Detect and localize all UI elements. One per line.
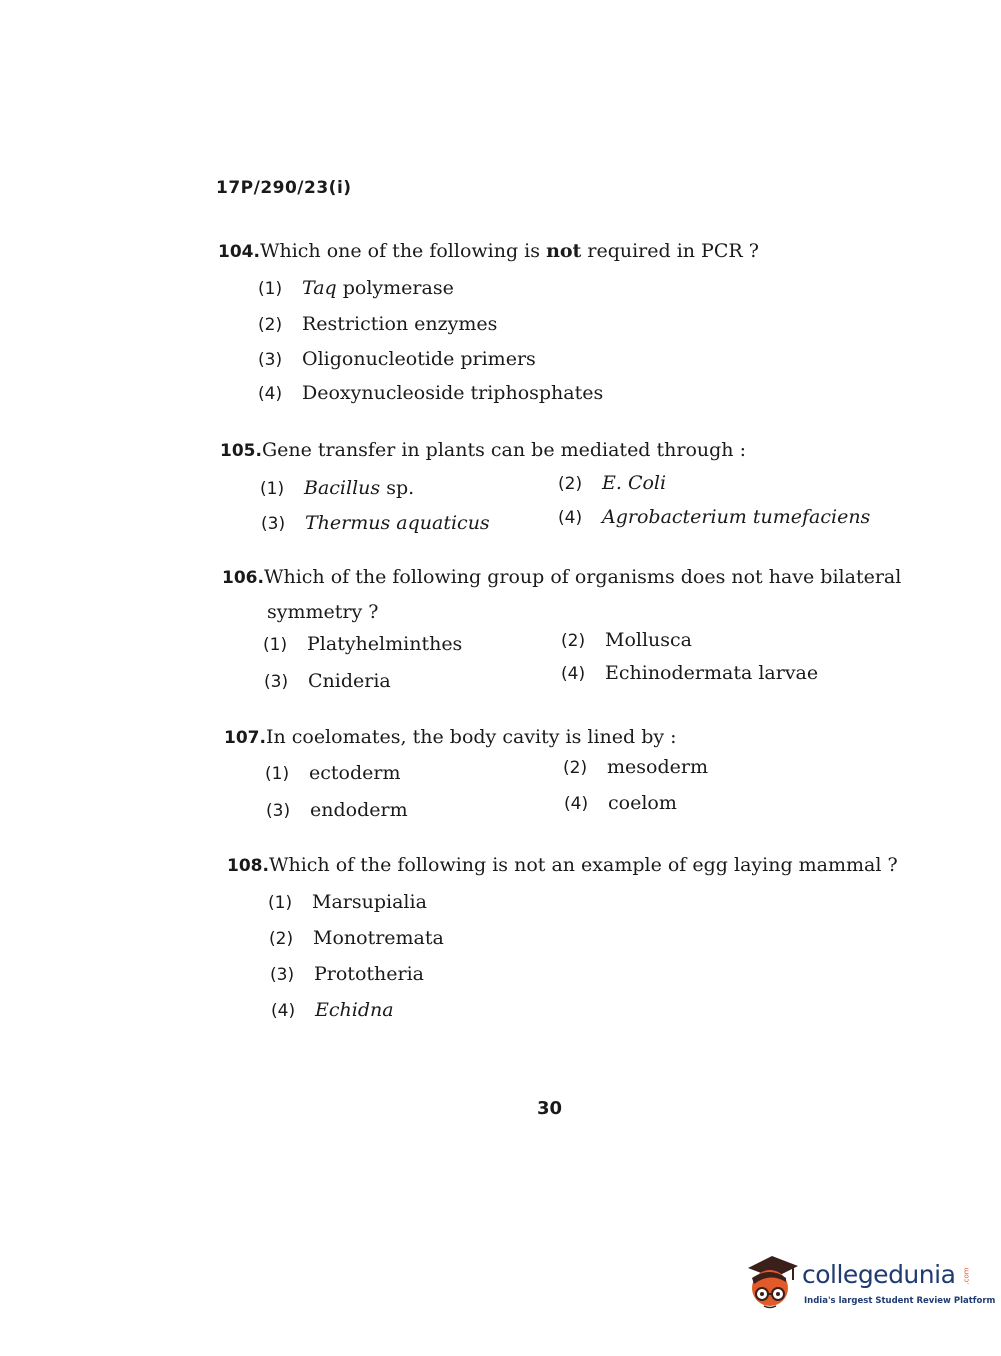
option-104-1: (1) Taq polymerase: [258, 277, 454, 299]
option-105-4: (4) Agrobacterium tumefaciens: [558, 506, 871, 528]
option-107-3: (3) endoderm: [266, 799, 408, 821]
emphasis-not: not: [546, 240, 582, 262]
question-108: [227, 852, 898, 879]
option-104-3: (3) Oligonucleotide primers: [258, 348, 536, 370]
question-104: [218, 238, 759, 265]
option-105-2: (2) E. Coli: [558, 472, 667, 494]
option-106-2: (2) Mollusca: [561, 629, 693, 651]
option-107-1: (1) ectoderm: [265, 762, 401, 784]
collegedunia-logo[interactable]: [742, 1250, 996, 1314]
question-number: 106.: [222, 568, 264, 588]
option-106-4: (4) Echinodermata larvae: [561, 662, 819, 684]
logo-suffix: .com: [962, 1267, 971, 1285]
logo-wordmark: collegedunia: [802, 1260, 956, 1289]
mascot-icon: [742, 1250, 802, 1314]
question-stem: 106.Which of the following group of organisms does not have bilateral: [222, 566, 902, 588]
paper-code: 17P/290/23(i): [216, 178, 352, 198]
question-number: 105.: [220, 441, 262, 461]
question-number: 107.: [224, 728, 266, 748]
question-106: [222, 564, 901, 625]
page-number: 30: [537, 1098, 563, 1119]
question-stem: 107.In coelomates, the body cavity is lined by :: [224, 726, 677, 748]
question-stem: 108.Which of the following is not an example of egg laying mammal ?: [227, 854, 898, 876]
question-number: 104.: [218, 242, 260, 262]
option-104-4: (4) Deoxynucleoside triphosphates: [258, 382, 604, 404]
question-stem: 104.Which one of the following is not required in PCR ?: [218, 240, 759, 262]
question-number: 108.: [227, 856, 269, 876]
option-108-4: (4) Echidna: [271, 999, 394, 1021]
option-107-2: (2) mesoderm: [563, 756, 708, 778]
question-105: [220, 437, 746, 464]
option-108-3: (3) Prototheria: [270, 963, 424, 985]
option-106-3: (3) Cnideria: [264, 670, 391, 692]
option-104-2: (2) Restriction enzymes: [258, 313, 498, 335]
option-107-4: (4) coelom: [564, 792, 677, 814]
logo-tagline: India's largest Student Review Platform: [804, 1296, 996, 1306]
question-107: [224, 724, 677, 751]
question-stem: 105.Gene transfer in plants can be mediated through :: [220, 439, 746, 461]
option-105-1: (1) Bacillus sp.: [260, 477, 415, 499]
option-105-3: (3) Thermus aquaticus: [261, 512, 490, 534]
question-stem-continued: symmetry ?: [267, 601, 379, 623]
option-108-1: (1) Marsupialia: [268, 891, 427, 913]
option-106-1: (1) Platyhelminthes: [263, 633, 463, 655]
option-108-2: (2) Monotremata: [269, 927, 444, 949]
